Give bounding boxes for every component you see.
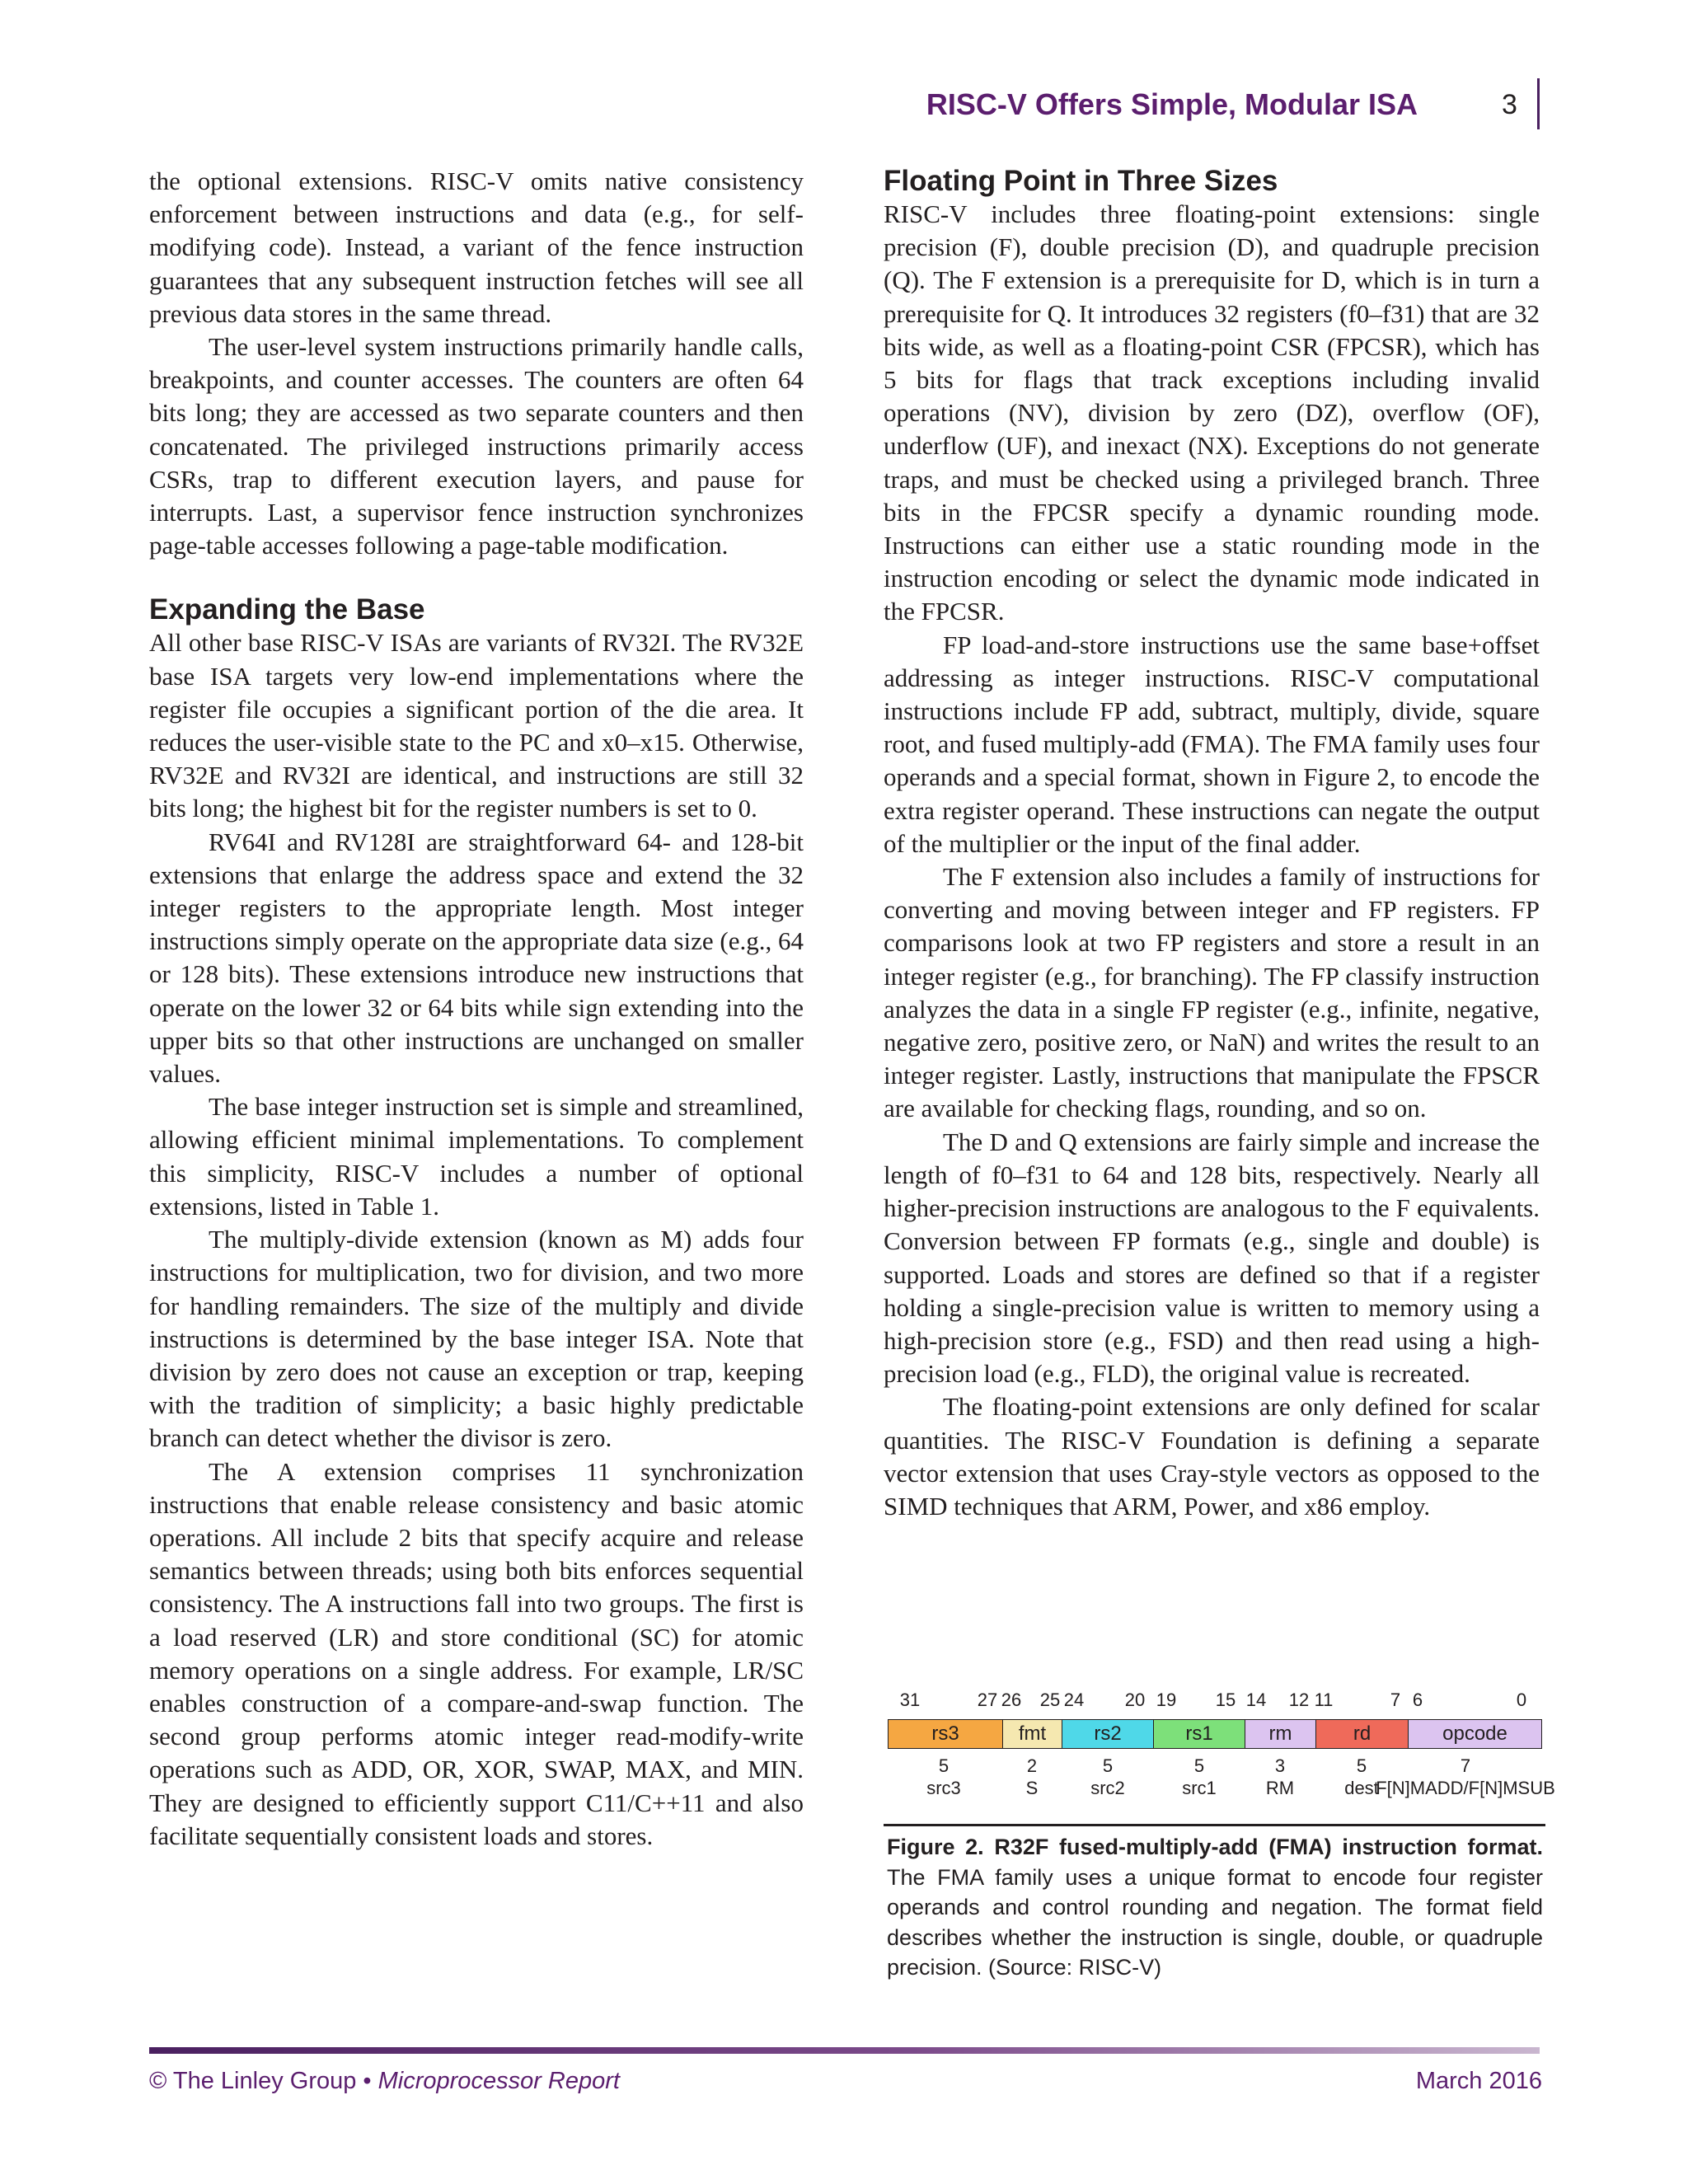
footer-date: March 2016: [1415, 2068, 1542, 2094]
body-paragraph: the optional extensions. RISC-V omits native consistency enforcement between instructions and data (e.g., for self-modifying code). Instead, a variant of the fence instruction guarantees that any subsequent instruction fetches will see all previous data stores in the same thread.: [149, 166, 804, 328]
caption-rule: [884, 1824, 1545, 1826]
body-paragraph: The floating-point extensions are only defined for scalar quantities. The RISC-V Foundation is defining a separate vector extension that uses Cray-style vectors as opposed to the SIMD techniques that ARM, Power, and x86 employ.: [884, 1392, 1540, 1521]
figure-caption: [887, 1832, 1543, 1983]
footer-credit: [149, 2064, 620, 2097]
fma-instruction-format-figure: [884, 1690, 1592, 1813]
body-paragraph: RISC-V includes three floating-point extensions: single precision (F), double precision (D), and quadruple precision (Q). The F extension is a prerequisite for D, which is in turn a prerequisite for Q. It introduces 32 registers (f0–f31) that are 32 bits wide, as well as a floating-point CSR (FPCSR), which has 5 bits for flags that track exceptions including invalid operations (NV), division by zero (DZ), overflow (OF), underflow (UF), and inexact (NX). Exceptions do not generate traps, and must be checked using a privileged branch. Three bits in the FPCSR specify a dynamic rounding mode. Instructions can either use a static rounding mode in the instruction encoding or select the dynamic mode indicated in the FPCSR.: [884, 199, 1540, 626]
bit-label: 11: [1314, 1690, 1334, 1710]
bit-label: 6: [1412, 1690, 1423, 1710]
field-rs3: rs3: [888, 1719, 1003, 1749]
section-heading-floating-point: Floating Point in Three Sizes: [884, 165, 1278, 197]
bit-label: 19: [1156, 1690, 1177, 1710]
footer-copyright: © The Linley Group: [149, 2068, 357, 2094]
field-fmt: fmt: [1002, 1719, 1062, 1749]
field-rd: rd: [1315, 1719, 1409, 1749]
bit-label: 24: [1063, 1690, 1085, 1710]
body-paragraph: The base integer instruction set is simple and streamlined, allowing efficient minimal implementations. To complement this simplicity, RISC-V includes a number of optional extensions, listed in Table 1.: [149, 1092, 804, 1221]
field-description: src1: [1182, 1778, 1217, 1798]
field-description: F[N]MADD/F[N]MSUB: [1376, 1778, 1555, 1798]
footer-rule: [149, 2047, 1540, 2054]
field-description: src2: [1090, 1778, 1125, 1798]
field-rs2: rs2: [1062, 1719, 1154, 1749]
body-paragraph: The F extension also includes a family of instructions for converting and moving between integer and FP registers. FP comparisons look at two FP registers and store a result in an integer register (e.g., for branching). The FP classify instruction analyzes the data in a single FP register (e.g., infinite, negative, negative zero, positive zero, or NaN) and writes the result to an integer register. Lastly, instructions that manipulate the FPSCR are available for checking flags, rounding, and so on.: [884, 862, 1540, 1123]
figure-caption-body: The FMA family uses a unique format to encode four register operands and control rounding and negation. The format field describes whether the instruction is single, double, or quadruple precision. (Source: RISC-V): [887, 1864, 1543, 1980]
bit-label: 27: [977, 1690, 998, 1710]
right-column: [884, 165, 1540, 1523]
bit-label: 12: [1288, 1690, 1310, 1710]
body-paragraph: The multiply-divide extension (known as M) adds four instructions for multiplication, two for division, and two more for handling remainders. The size of the multiply and divide instructions is determined by the base integer ISA. Note that division by zero does not cause an exception or trap, keeping with the tradition of simplicity; a basic highly predictable branch can detect whether the divisor is zero.: [149, 1225, 804, 1453]
bit-label: 7: [1390, 1690, 1401, 1710]
running-header-title: RISC-V Offers Simple, Modular ISA: [926, 87, 1418, 121]
field-description: dest: [1344, 1778, 1379, 1798]
footer-publication: Microprocessor Report: [377, 2068, 620, 2094]
body-paragraph: RV64I and RV128I are straightforward 64- and 128-bit extensions that enlarge the address space and extend the 32 integer registers to the appropriate length. Most integer instructions simply operate on the appropriate data size (e.g., 64 or 128 bits). These extensions introduce new instructions that operate on the lower 32 or 64 bits while sign extending into the upper bits so that other instructions are unchanged on smaller values.: [149, 827, 804, 1089]
bit-label: 14: [1245, 1690, 1267, 1710]
field-width: 5: [938, 1755, 950, 1776]
field-description: S: [1025, 1778, 1039, 1798]
field-description: src3: [926, 1778, 961, 1798]
field-width: 5: [1102, 1755, 1114, 1776]
section-heading-expanding-base: Expanding the Base: [149, 593, 425, 626]
footer-bullet: •: [363, 2068, 372, 2094]
body-paragraph: FP load-and-store instructions use the same base+offset addressing as integer instructions. RISC-V computational instructions include FP add, subtract, multiply, divide, square root, and fused multiply-add (FMA). The FMA family uses four operands and a special format, shown in Figure 2, to encode the extra register operand. These instructions can negate the output of the multiplier or the input of the final adder.: [884, 630, 1540, 858]
bit-label: 20: [1124, 1690, 1146, 1710]
bit-label: 31: [899, 1690, 921, 1710]
body-paragraph: The D and Q extensions are fairly simple and increase the length of f0–f31 to 64 and 128 bits, respectively. Nearly all higher-precision instructions are analogous to the F equivalents. Conversion between FP formats (e.g., single and double) is supported. Loads and stores are defined so that if a register holding a single-precision value is written to memory using a high-precision store (e.g., FSD) and then read using a high-precision load (e.g., FLD), the original value is recreated.: [884, 1127, 1540, 1389]
field-width: 5: [1193, 1755, 1205, 1776]
figure-caption-title: Figure 2. R32F fused-multiply-add (FMA) instruction format.: [887, 1835, 1543, 1859]
page-number: 3: [1502, 89, 1517, 120]
body-paragraph: The A extension comprises 11 synchronization instructions that enable release consistency and basic atomic operations. All include 2 bits that specify acquire and release semantics between threads; using both bits enforces sequential consistency. The A instructions fall into two groups. The first is a load reserved (LR) and store conditional (SC) for atomic memory operations on a single address. For example, LR/SC enables construction of a compare-and-swap function. The second group performs atomic integer read-modify-write operations such as ADD, OR, XOR, SWAP, MAX, and MIN. They are designed to efficiently support C11/C++11 and also facilitate sequentially consistent loads and stores.: [149, 1456, 804, 1850]
bit-label: 15: [1215, 1690, 1236, 1710]
body-paragraph: The user-level system instructions primarily handle calls, breakpoints, and counter accesses. The counters are often 64 bits long; they are accessed as two separate counters and then concatenated. The privileged instructions primarily access CSRs, trap to different execution layers, and pause for interrupts. Last, a supervisor fence instruction synchronizes page-table accesses following a page-table modification.: [149, 332, 804, 560]
bit-label: 0: [1516, 1690, 1527, 1710]
field-width: 7: [1460, 1755, 1471, 1776]
header-rule: [1537, 78, 1540, 129]
field-rs1: rs1: [1153, 1719, 1245, 1749]
field-width: 5: [1356, 1755, 1367, 1776]
field-opcode: opcode: [1408, 1719, 1542, 1749]
left-column: [149, 165, 804, 1853]
field-width: 2: [1026, 1755, 1038, 1776]
body-paragraph: All other base RISC-V ISAs are variants of RV32I. The RV32E base ISA targets very low-end implementations where the register file occupies a significant portion of the die area. It reduces the user-visible state to the PC and x0–x15. Otherwise, RV32E and RV32I are identical, and instructions are still 32 bits long; the highest bit for the register numbers is set to 0.: [149, 628, 804, 823]
bit-label: 26: [1001, 1690, 1022, 1710]
field-description: RM: [1265, 1778, 1295, 1798]
field-rm: rm: [1245, 1719, 1316, 1749]
bit-label: 25: [1039, 1690, 1061, 1710]
field-width: 3: [1274, 1755, 1286, 1776]
